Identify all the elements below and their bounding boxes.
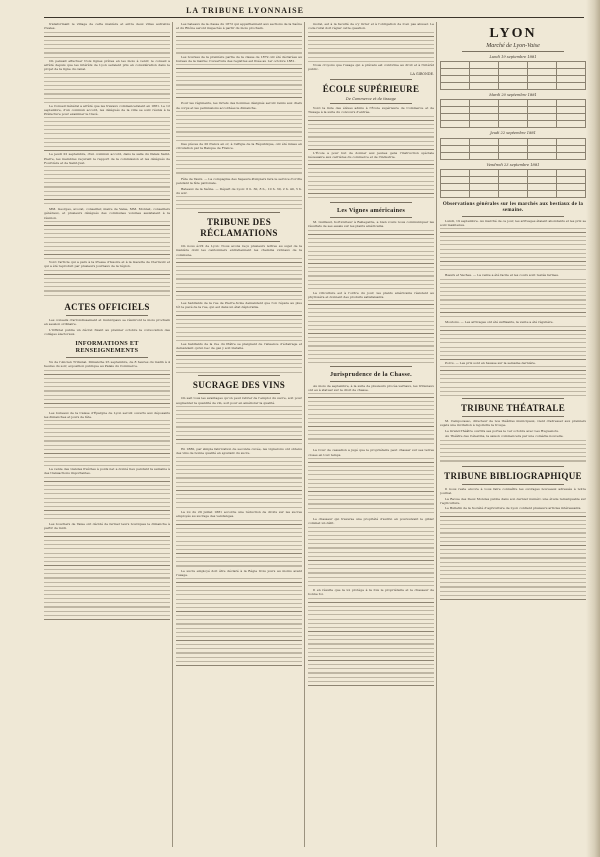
paragraph: On nous écrit de Lyon: Nous avons reçu plusieurs lettres au sujet de la manière dont les cantonniers entretiennent les chemins vicinaux de la commune. xyxy=(176,244,302,257)
paragraph: La viticulture est à l'ordre du jour; les plants américains résistent au phylloxéra et donnent des produits satisfaisants. xyxy=(308,290,434,299)
divider xyxy=(66,315,148,316)
paragraph: L'École a pour but de donner aux jeunes gens l'instruction spéciale nécessaire aux carrières du commerce et de l'industrie. xyxy=(308,150,434,159)
market-date: Jeudi 22 septembre 1881 xyxy=(490,131,536,136)
divider xyxy=(462,51,564,52)
divider xyxy=(198,212,280,213)
text-block xyxy=(44,117,170,151)
paragraph: Voici l'article qui a paru à la Presse d'Issoire et à la Gazette de Clermont et qui a été reproduit par plusieurs journaux de la région. xyxy=(44,260,170,269)
paragraph: Au mois de septembre, à la suite de plusieurs procès-verbaux, les tribunaux ont eu à statuer sur le droit de chasse. xyxy=(308,383,434,392)
paragraph: Moutons. — Les arrivages ont été suffisants, la vente a été régulière. xyxy=(445,320,554,325)
market-table xyxy=(440,169,586,198)
paragraph: Le Grand-Théâtre ouvrira ses portes le 1er octobre avec Les Huguenots. xyxy=(445,428,559,433)
section-heading-chasse: Jurisprudence de la Chasse. xyxy=(329,371,412,379)
column-divider xyxy=(304,22,305,847)
section-heading-theatrale: TRIBUNE THÉATRALE xyxy=(460,403,566,414)
market-date: Mardi 20 septembre 1881 xyxy=(489,93,537,98)
market-table xyxy=(440,61,586,90)
text-block xyxy=(308,527,434,587)
column-1 xyxy=(44,22,170,847)
paragraph: Le chasseur qui traverse une propriété d'autrui en poursuivant le gibier commet un délit. xyxy=(308,517,434,526)
signature: LA GIRONDE. xyxy=(410,72,434,77)
divider xyxy=(462,398,564,399)
text-block xyxy=(308,393,434,447)
market-table xyxy=(440,138,586,160)
text-block xyxy=(308,116,434,150)
paragraph: Des pièces de 20 francs en or, à l'effigie de la République, ont été mises en circulation par la Banque de France. xyxy=(176,142,302,151)
text-block xyxy=(176,457,302,509)
column-divider xyxy=(436,22,437,847)
text-block xyxy=(176,351,302,373)
paragraph: Voici la liste des élèves admis à l'École supérieure de Commerce et de Tissage à la suite du concours d'entrée. xyxy=(308,105,434,115)
divider xyxy=(330,79,412,80)
text-block xyxy=(440,366,586,396)
text-block xyxy=(440,228,586,272)
column-4 xyxy=(440,22,586,847)
text-block xyxy=(176,111,302,141)
paragraph: La loi du 29 juillet 1881 accorde une réduction de droits sur les sucres employés au sucrage des vendanges. xyxy=(176,509,302,519)
paragraph: Il nous reste encore à vous faire connaître les ouvrages nouveaux adressés à notre journal. xyxy=(440,486,586,496)
text-block xyxy=(176,406,302,446)
text-block xyxy=(44,420,170,466)
paragraph: Le jeudi 22 septembre, d'un commun accord, dans la salle du Palais Saint-Pierre, les membres reçurent le rapport de la commission et les délégués de Fourvière et de Saint-Just. xyxy=(44,152,170,165)
paragraph: Les habitants de la rue du Plâtre se plaignent de l'absence d'éclairage et demandent qu'un bec de gaz y soit installé. xyxy=(176,341,302,350)
text-block xyxy=(440,512,586,602)
paragraph: Les bateaux de la classe du 1872 qui appartiennent aux sections de la Saône et du Rhône seront inspectés à partir du mois prochain. xyxy=(176,22,302,31)
paragraph: Au Théâtre des Célestins, la saison commencera par une comédie nouvelle. xyxy=(445,434,564,439)
paragraph: Les bureaux de la Caisse d'Épargne de Lyon seront ouverts aux déposants les dimanches et jours de fête. xyxy=(44,410,170,419)
text-block xyxy=(44,221,170,259)
paragraph: transformant le village de cette manière et entre deux villes autrefois rivales. xyxy=(44,22,170,31)
paragraph: M. Campocasso, directeur de nos théâtres municipaux, vient d'adresser aux premiers sujets une invitation à rejoindre la troupe. xyxy=(440,419,586,428)
column-2 xyxy=(176,22,302,847)
section-subheading: De Commerce et de tissage xyxy=(345,96,397,101)
paragraph: Les conseils d'arrondissement et municipaux se réuniront le mois prochain en session ordinaire. xyxy=(44,317,170,326)
paragraph: En 1880, par simple fabrication de seconde cuvée, les vignerons ont obtenu des vins de bonne qualité en ajoutant du sucre. xyxy=(176,447,302,456)
text-block xyxy=(176,32,302,54)
divider xyxy=(66,357,148,358)
paragraph: Lundi, 19 septembre. Au marché de ce jour, les arrivages étaient abondants et les prix se sont maintenus. xyxy=(440,218,586,227)
paragraph: Les bouchers de Vaise ont décidé de fermer leurs boutiques le dimanche à partir de midi. xyxy=(44,521,170,531)
column-3 xyxy=(308,22,434,847)
paragraph: La Revue des Deux Mondes publie dans son dernier numéro une étude remarquable sur l'agriculture. xyxy=(440,496,586,505)
paragraph: On pensait effectuer trois lignes prêtes en les mois à venir; le conseil a arrêté depuis que les intérêts de Lyon seraient pris en considération dans le projet de la ligne du canal. xyxy=(44,58,170,72)
divider xyxy=(462,416,564,417)
text-block xyxy=(308,598,434,688)
text-block xyxy=(308,32,434,62)
paragraph: Bœufs et Vaches. — La vente a été facile et les cours sont restés fermes. xyxy=(445,273,559,278)
text-block xyxy=(440,440,586,464)
paragraph: Il en résulte que la loi protège à la fois le propriétaire et le chasseur de bonne foi. xyxy=(308,587,434,597)
divider xyxy=(462,216,564,217)
paragraph: Pour les régiments, les livrets des hommes désignés seront remis aux chefs de corps et les permissions accordées le dimanche. xyxy=(176,101,302,110)
text-block xyxy=(44,32,170,58)
divider xyxy=(330,366,412,367)
paragraph: L'Officiel publie un décret fixant au premier octobre la convocation des collèges électoraux. xyxy=(44,327,170,336)
text-block xyxy=(176,258,302,300)
text-block xyxy=(308,300,434,364)
divider xyxy=(330,103,412,104)
divider xyxy=(198,375,280,376)
paragraph: MM. Georges, avocat, conseiller, maire de Vaise, MM. Monnet, conseillers généraux, et plusieurs délégués des communes voisines assistaient à la réunion. xyxy=(44,207,170,220)
paragraph: M. Guillaud, horticulteur à Bellegarde, a bien voulu nous communiquer les résultats de ses essais sur les plants américains. xyxy=(308,219,434,229)
text-block xyxy=(44,166,170,206)
text-block xyxy=(176,196,302,210)
paragraph: La vente des viandes fraîches à poids net a donné lieu pendant la semaine à des transactions importantes. xyxy=(44,467,170,476)
paragraph: Nous croyons que l'usage qui a prévalu est conforme au droit et à l'intérêt public. xyxy=(308,62,434,71)
divider xyxy=(330,381,412,382)
section-heading-actes-officiels: ACTES OFFICIELS xyxy=(64,301,150,312)
header-rule xyxy=(44,17,584,18)
text-block xyxy=(308,160,434,200)
paragraph: Fête de Vaulx. — La compagnie des Sapeurs-Pompiers fera le service d'ordre pendant la fête patronale. xyxy=(176,176,302,185)
section-heading-ecole: ÉCOLE SUPÉRIEURE xyxy=(322,83,420,94)
paragraph: moral, est à la faculté de s'y livrer et à l'obligation de n'en pas abuser. Le code rural doit régler cette question. xyxy=(308,22,434,31)
paragraph: Les bourses de la première partie de la classe de 1879 ont été déclarées au bureau de la mairie; l'ouverture des registres est fixée au 1er octobre 1881. xyxy=(176,54,302,63)
text-block xyxy=(440,279,586,319)
column-divider xyxy=(172,22,173,847)
divider xyxy=(462,484,564,485)
text-block xyxy=(176,578,302,668)
divider xyxy=(198,393,280,394)
text-block xyxy=(440,326,586,360)
lyon-subtitle: Marché de Lyon-Vaise xyxy=(486,43,540,49)
section-heading-observations: Observations générales sur les marchés aux bestiaux de la semaine. xyxy=(442,201,584,213)
text-block xyxy=(44,370,170,410)
paragraph: Le Bulletin de la Société d'agriculture de Lyon contient plusieurs articles intéressants. xyxy=(445,506,582,511)
paragraph: On sait tous les avantages qu'on peut retirer de l'emploi du sucre, soit pour augmenter la quantité de vin, soit pour en améliorer la qualité. xyxy=(176,396,302,405)
text-block xyxy=(308,458,434,516)
market-date: Lundi 19 septembre 1881 xyxy=(489,55,537,60)
text-block xyxy=(44,532,170,622)
paragraph: Porcs. — Les prix sont en hausse sur la semaine dernière. xyxy=(445,360,536,365)
divider xyxy=(198,241,280,242)
divider xyxy=(330,202,412,203)
paragraph: Le sucre employé doit être déclaré à la Régie trois jours au moins avant l'usage. xyxy=(176,568,302,577)
section-heading-reclamations: TRIBUNE DES RÉCLAMATIONS xyxy=(200,217,278,239)
text-block xyxy=(176,64,302,100)
section-heading-bibliographique: TRIBUNE BIBLIOGRAPHIQUE xyxy=(444,470,582,481)
masthead: LA TRIBUNE LYONNAISE xyxy=(186,6,304,15)
paragraph: Vu de l'Ancien Tribunal. Dimanche 25 septembre, de 8 heures du matin à 4 heures du soir, exposition publique au Palais du Commerce. xyxy=(44,359,170,369)
text-block xyxy=(176,520,302,568)
text-block xyxy=(176,311,302,341)
divider xyxy=(462,466,564,467)
text-block xyxy=(44,73,170,103)
paragraph: Le Conseil Général a arrêté que les travaux commenceraient en 1881. Le 12 septembre, d'un commun accord, les délégués de la ville se sont réunis à la Préfecture pour examiner le tracé. xyxy=(44,103,170,116)
section-heading-vignes: Les Vignes américaines xyxy=(336,207,406,215)
market-table xyxy=(440,99,586,128)
divider xyxy=(330,217,412,218)
text-block xyxy=(308,230,434,290)
text-block xyxy=(44,270,170,298)
text-block xyxy=(44,477,170,521)
page-spine xyxy=(586,0,600,857)
section-heading-sucrage: SUCRAGE DES VINS xyxy=(192,380,286,391)
paragraph: Les habitants de la rue de Pierre-Scize demandent que l'on répare au plus tôt le pavé de la rue, qui est dans un état déplorable. xyxy=(176,301,302,310)
market-date: Vendredi 23 septembre 1881 xyxy=(486,162,540,167)
paragraph: Bateaux de la Saône. — Départ de Lyon: 6 h. 30, 8 h., 10 h. 30, 2 h. 40, 5 h. du soir. xyxy=(176,186,302,195)
lyon-title: LYON xyxy=(489,26,537,41)
text-block xyxy=(176,152,302,176)
section-heading-informations: INFORMATIONS ET RENSEIGNEMENTS xyxy=(75,339,139,355)
paragraph: La Cour de cassation a jugé que le propriétaire peut chasser sur ses terres closes en tout temps. xyxy=(308,448,434,457)
